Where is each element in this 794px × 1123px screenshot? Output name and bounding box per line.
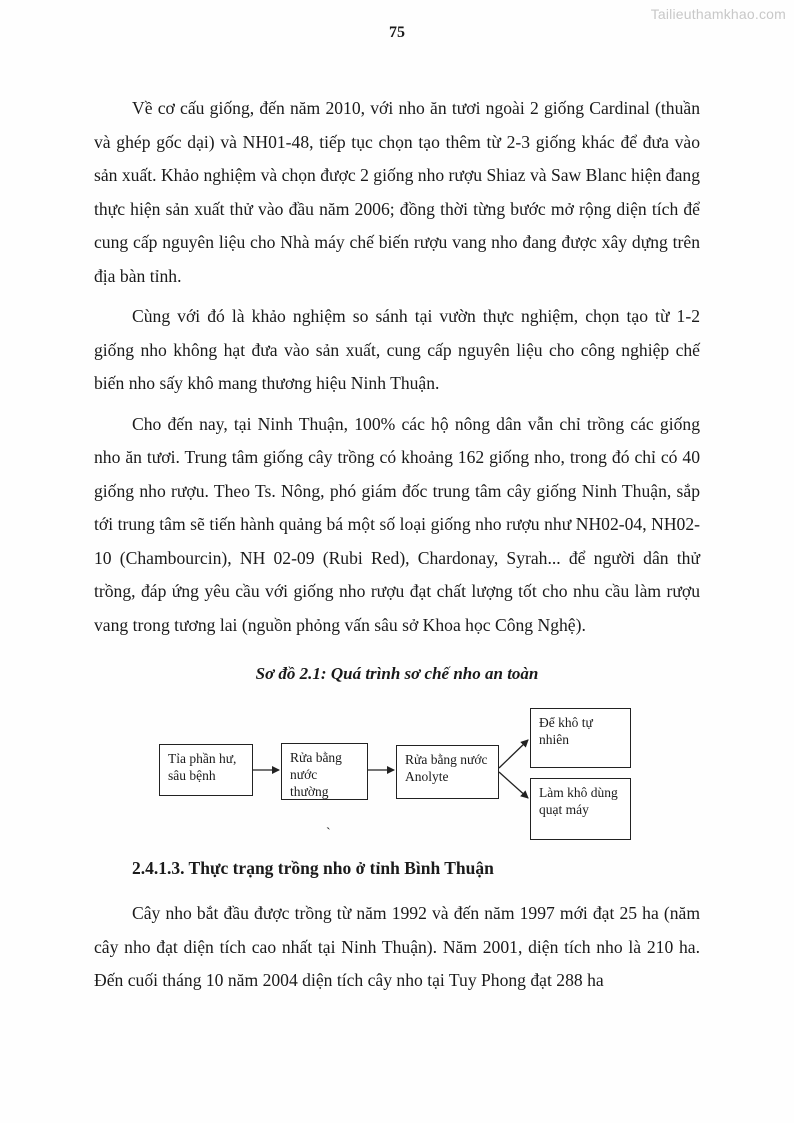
page-number: 75	[389, 24, 405, 41]
paragraph-3: Cho đến nay, tại Ninh Thuận, 100% các hộ nông dân vẫn chỉ trồng các giống nho ăn tươi. Trung tâm giống cây trồng có khoảng 162 giống nho, trong đó chỉ có 40 giống nho rượu. Theo Ts. Nông, phó giám đốc trung tâm cây giống Ninh Thuận, sắp tới trung tâm sẽ tiến hành quảng bá một số loại giống nho rượu như NH02-04, NH02-10 (Chambourcin), NH 02-09 (Rubi Red), Chardonay, Syrah... để người dân thử trồng, đáp ứng yêu cầu với giống nho rượu đạt chất lượng tốt cho nhu cầu làm rượu vang trong tương lai (nguồn phỏng vấn sâu sở Khoa học Công Nghệ).	[94, 413, 700, 635]
step-prune: Tỉa phần hư, sâu bệnh	[159, 744, 253, 796]
paragraph-4: Cây nho bắt đầu được trồng từ năm 1992 và đến năm 1997 mới đạt 25 ha (năm cây nho đạt diện tích cao nhất tại Ninh Thuận). Năm 2001, diện tích nho là 210 ha. Đến cuối tháng 10 năm 2004 diện tích cây nho tại Tuy Phong đạt 288 ha	[94, 903, 700, 990]
watermark: Tailieuthamkhao.com	[650, 6, 786, 22]
stray-mark: `	[326, 826, 331, 841]
body-text-2	[94, 897, 700, 1005]
outcome-air-dry: Để khô tự nhiên	[530, 708, 631, 768]
paragraph-1: Về cơ cấu giống, đến năm 2010, với nho ăn tươi ngoài 2 giống Cardinal (thuần và ghép gốc dại) và NH01-48, tiếp tục chọn tạo thêm từ 2-3 giống khác để đưa vào sản xuất. Khảo nghiệm và chọn được 2 giống nho rượu Shiaz và Saw Blanc hiện đang thực hiện sản xuất thử vào đầu năm 2006; đồng thời từng bước mở rộng diện tích để cung cấp nguyên liệu cho Nhà máy chế biến rượu vang nho đang được xây dựng trên địa bàn tỉnh.	[94, 98, 700, 286]
arrow-4	[499, 772, 528, 798]
section-heading: 2.4.1.3. Thực trạng trồng nho ở tỉnh Bình Thuận	[132, 858, 494, 878]
step-wash-anolyte: Rửa bằng nước Anolyte	[396, 745, 499, 799]
step-wash-water: Rửa bằng nước thường	[281, 743, 368, 800]
arrow-3	[499, 740, 528, 768]
outcome-fan-dry: Làm khô dùng quạt máy	[530, 778, 631, 840]
body-text	[94, 92, 700, 649]
diagram-caption: Sơ đồ 2.1: Quá trình sơ chế nho an toàn	[255, 664, 539, 683]
paragraph-2: Cùng với đó là khảo nghiệm so sánh tại vườn thực nghiệm, chọn tạo từ 1-2 giống nho không hạt đưa vào sản xuất, cung cấp nguyên liệu cho công nghiệp chế biến nho sấy khô mang thương hiệu Ninh Thuận.	[94, 306, 700, 393]
